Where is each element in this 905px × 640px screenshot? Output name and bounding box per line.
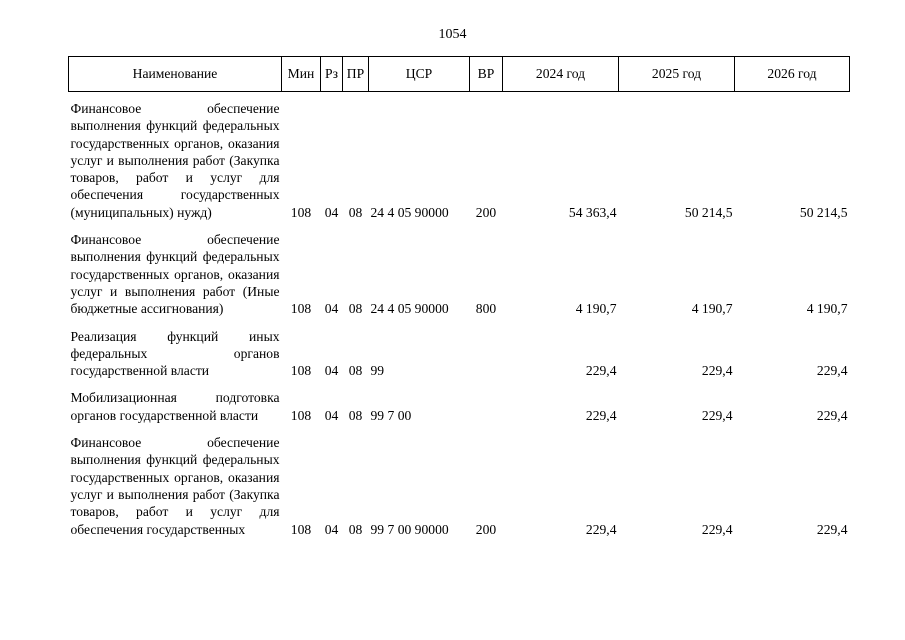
- header-2026: 2026 год: [735, 57, 850, 92]
- row-vr: 800: [475, 301, 497, 317]
- row-2026: 50 214,5: [799, 204, 848, 220]
- row-2024: 54 363,4: [568, 204, 617, 220]
- row-vr: 200: [475, 204, 497, 220]
- row-2025: 229,4: [701, 363, 733, 379]
- row-name: Финансовое обеспечение выполнения функций федеральных государственных органов, оказания услуг и выполнения работ (Закупка товаров, работ и услуг для обеспечения государственных (муниципальных) нужд): [70, 101, 280, 220]
- row-2025: 4 190,7: [691, 301, 733, 317]
- row-2024: 229,4: [585, 407, 617, 423]
- budget-table: [68, 56, 850, 540]
- row-min: 108: [290, 521, 312, 537]
- row-rz: 04: [324, 204, 339, 220]
- row-min: 108: [290, 301, 312, 317]
- row-rz: 04: [324, 521, 339, 537]
- row-csr: 99: [370, 363, 385, 379]
- row-vr: [470, 320, 503, 382]
- row-2026: 229,4: [816, 521, 848, 537]
- row-2025: 50 214,5: [684, 204, 733, 220]
- row-name: Финансовое обеспечение выполнения функций федеральных государственных органов, оказания услуг и выполнения работ (Иные бюджетные ассигнования): [70, 232, 280, 317]
- row-pr: 08: [348, 407, 363, 423]
- row-name: Реализация функций иных федеральных органов государственной власти: [70, 328, 280, 379]
- row-vr: [470, 381, 503, 426]
- header-pr: ПР: [343, 57, 369, 92]
- header-min: Мин: [282, 57, 321, 92]
- row-name: Финансовое обеспечение выполнения функций федеральных государственных органов, оказания услуг и выполнения работ (Закупка товаров, работ и услуг для обеспечения государственных: [70, 435, 280, 537]
- row-vr: 200: [475, 521, 497, 537]
- table-row: [69, 223, 850, 319]
- row-pr: 08: [348, 204, 363, 220]
- row-pr: 08: [348, 521, 363, 537]
- header-rz: Рз: [321, 57, 343, 92]
- row-2024: 229,4: [585, 363, 617, 379]
- row-2024: 229,4: [585, 521, 617, 537]
- row-name: Мобилизационная подготовка органов государственной власти: [70, 390, 280, 423]
- row-csr: 99 7 00 90000: [370, 521, 449, 537]
- row-2026: 229,4: [816, 363, 848, 379]
- page-number: 1054: [438, 27, 467, 42]
- table-row: [69, 426, 850, 540]
- row-rz: 04: [324, 407, 339, 423]
- row-pr: 08: [348, 301, 363, 317]
- header-row: [69, 57, 850, 92]
- row-pr: 08: [348, 363, 363, 379]
- row-2026: 4 190,7: [806, 301, 848, 317]
- row-csr: 24 4 05 90000: [370, 204, 449, 220]
- row-min: 108: [290, 363, 312, 379]
- header-2024: 2024 год: [503, 57, 619, 92]
- table-row: [69, 320, 850, 382]
- row-csr: 24 4 05 90000: [370, 301, 449, 317]
- row-2025: 229,4: [701, 407, 733, 423]
- row-csr: 99 7 00: [370, 407, 412, 423]
- table-row: [69, 92, 850, 224]
- header-csr: ЦСР: [369, 57, 470, 92]
- table-header: [69, 57, 850, 92]
- table-row: [69, 381, 850, 426]
- row-min: 108: [290, 204, 312, 220]
- row-2024: 4 190,7: [575, 301, 617, 317]
- row-rz: 04: [324, 301, 339, 317]
- header-vr: ВР: [470, 57, 503, 92]
- table-body: [69, 92, 850, 540]
- row-min: 108: [290, 407, 312, 423]
- row-rz: 04: [324, 363, 339, 379]
- header-name: Наименование: [69, 57, 282, 92]
- header-2025: 2025 год: [619, 57, 735, 92]
- row-2026: 229,4: [816, 407, 848, 423]
- row-2025: 229,4: [701, 521, 733, 537]
